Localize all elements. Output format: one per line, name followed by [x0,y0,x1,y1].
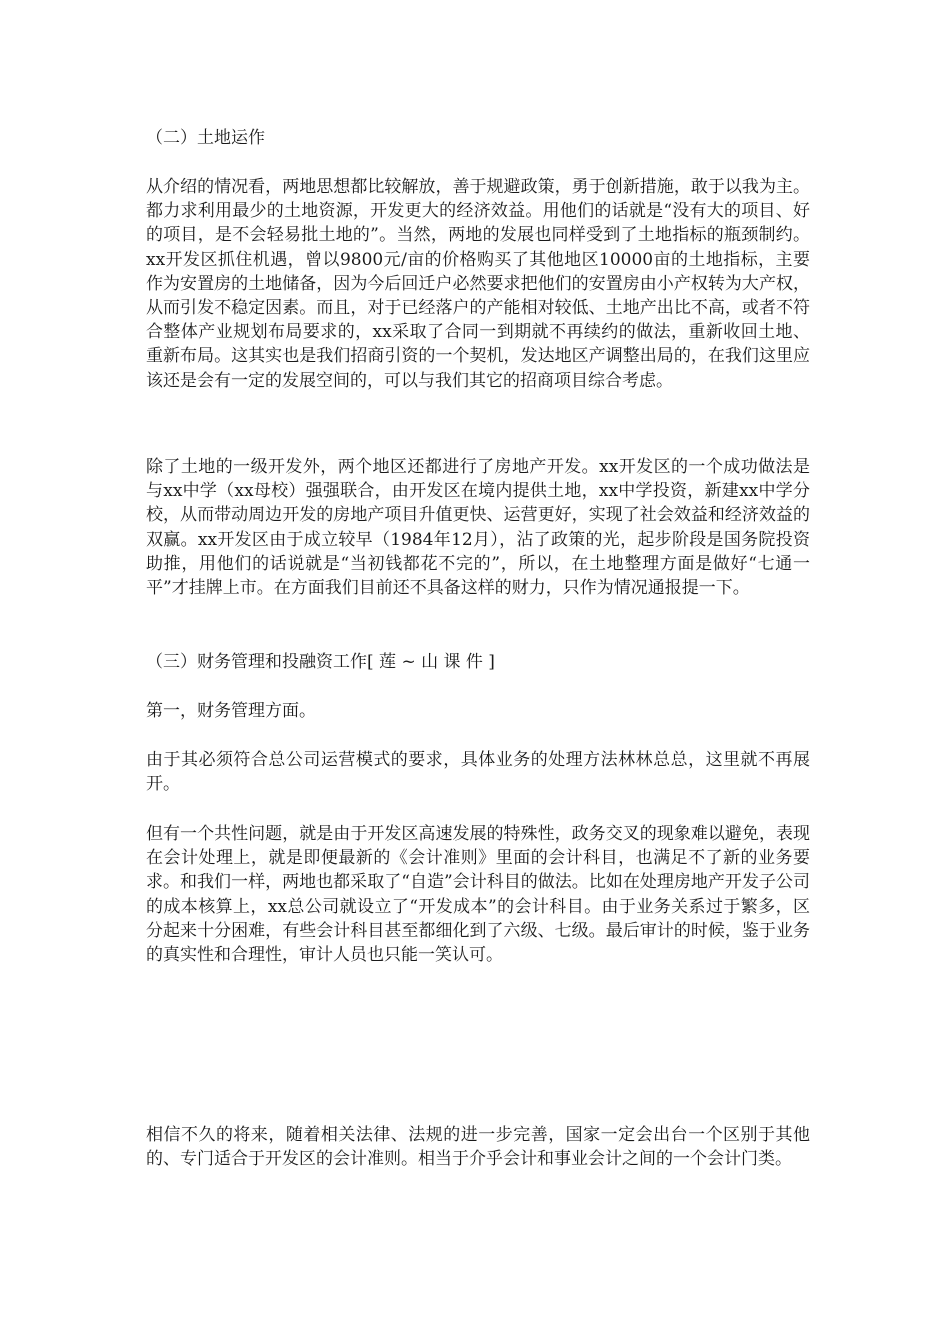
paragraph-future-accounting-standard: 相信不久的将来，随着相关法律、法规的进一步完善，国家一定会出台一个区别于其他的、专门适合于开发区的会计准则。相当于介乎会计和事业会计之间的一个会计门类。 [146,1125,810,1170]
paragraph-land-resources: 从介绍的情况看，两地思想都比较解放，善于规避政策，勇于创新措施，敢于以我为主。都力求利用最少的土地资源，开发更大的经济效益。用他们的话就是“没有大的项目、好的项目，是不会轻易批土地的”。当然，两地的发展也同样受到了土地指标的瓶颈制约。xx开发区抓住机遇，曾以9800元/亩的价格购买了其他地区10000亩的土地指标，主要作为安置房的土地储备，因为今后回迁户必然要求把他们的安置房由小产权转为大产权，从而引发不稳定因素。而且，对于已经落户的产能相对较低、土地产出比不高，或者不符合整体产业规划布局要求的，xx采取了合同一到期就不再续约的做法，重新收回土地、重新布局。这其实也是我们招商引资的一个契机，发达地区产调整出局的，在我们这里应该还是会有一定的发展空间的，可以与我们其它的招商项目综合考虑。 [146,177,810,391]
paragraph-operation-model: 由于其必须符合总公司运营模式的要求，具体业务的处理方法林林总总，这里就不再展开。 [146,750,810,795]
paragraph-financial-management-title: 第一，财务管理方面。 [146,701,316,721]
paragraph-real-estate-development: 除了土地的一级开发外，两个地区还都进行了房地产开发。xx开发区的一个成功做法是与xx中学（xx母校）强强联合，由开发区在境内提供土地，xx中学投资，新建xx中学分校，从而带动周边开发的房地产项目升值更快、运营更好，实现了社会效益和经济效益的双赢。xx开发区由于成立较早（1984年12月），沾了政策的光，起步阶段是国务院投资助推，用他们的话说就是“当初钱都花不完的”，所以，在土地整理方面是做好“七通一平”才挂牌上市。在方面我们目前还不具备这样的财力，只作为情况通报提一下。 [146,457,810,599]
section-heading-finance-investment: （三）财务管理和投融资工作[ 莲 ~ 山 课 件 ] [146,652,495,672]
paragraph-accounting-issue: 但有一个共性问题，就是由于开发区高速发展的特殊性，政务交叉的现象难以避免，表现在会计处理上，就是即便最新的《会计准则》里面的会计科目，也满足不了新的业务要求。和我们一样，两地也都采取了“自造”会计科目的做法。比如在处理房地产开发子公司的成本核算上，xx总公司就设立了“开发成本”的会计科目。由于业务关系过于繁多，区分起来十分困难，有些会计科目甚至都细化到了六级、七级。最后审计的时候，鉴于业务的真实性和合理性，审计人员也只能一笑认可。 [146,824,810,966]
section-heading-land-operation: （二）土地运作 [146,128,265,148]
